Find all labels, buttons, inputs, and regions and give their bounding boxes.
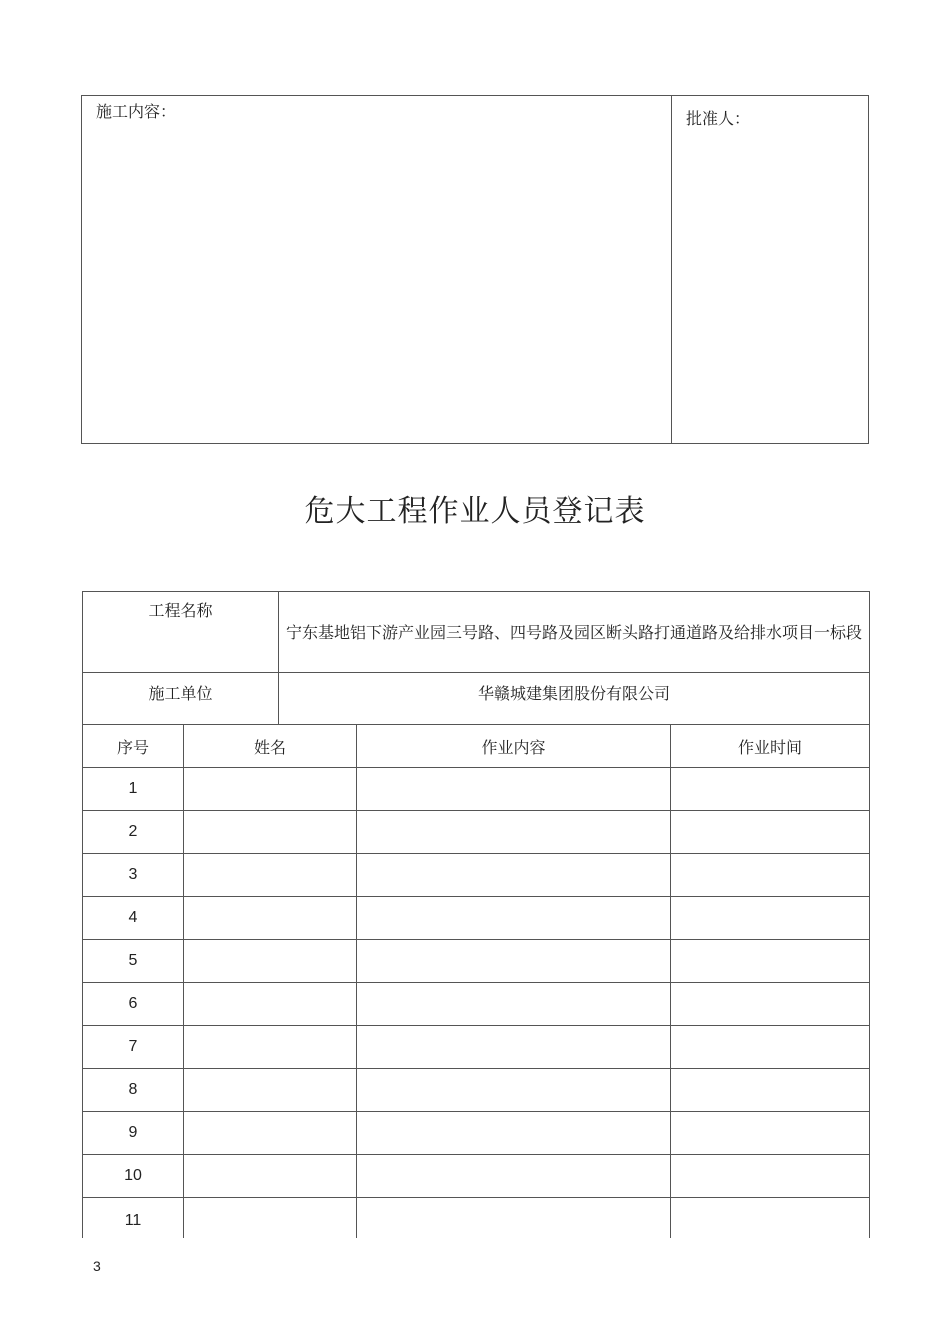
- row-serial: 6: [83, 983, 184, 1026]
- row-serial: 2: [83, 811, 184, 854]
- name-cell[interactable]: [184, 1069, 357, 1112]
- page-bottom-margin: [0, 1238, 950, 1344]
- name-cell[interactable]: [184, 1155, 357, 1198]
- registration-table: [82, 591, 870, 1245]
- table-row: [83, 983, 870, 1026]
- work-time-cell[interactable]: [671, 983, 870, 1026]
- work-content-cell[interactable]: [357, 1069, 671, 1112]
- work-time-cell[interactable]: [671, 1112, 870, 1155]
- project-name-value: 宁东基地铝下游产业园三号路、四号路及园区断头路打通道路及给排水项目一标段: [279, 592, 870, 673]
- name-cell[interactable]: [184, 897, 357, 940]
- approval-box: [81, 95, 869, 444]
- page-number: 3: [93, 1258, 101, 1274]
- header-work-content: 作业内容: [357, 725, 671, 768]
- work-time-cell[interactable]: [671, 768, 870, 811]
- header-serial: 序号: [83, 725, 184, 768]
- name-cell[interactable]: [184, 768, 357, 811]
- table-row: [83, 768, 870, 811]
- row-serial: 5: [83, 940, 184, 983]
- name-cell[interactable]: [184, 854, 357, 897]
- name-cell[interactable]: [184, 940, 357, 983]
- work-time-cell[interactable]: [671, 811, 870, 854]
- work-time-cell[interactable]: [671, 940, 870, 983]
- work-time-cell[interactable]: [671, 854, 870, 897]
- name-cell[interactable]: [184, 811, 357, 854]
- header-name: 姓名: [184, 725, 357, 768]
- work-content-cell[interactable]: [357, 811, 671, 854]
- table-row: [83, 1069, 870, 1112]
- table-row: [83, 940, 870, 983]
- work-content-cell[interactable]: [357, 897, 671, 940]
- project-name-row: [83, 592, 870, 673]
- row-serial: 4: [83, 897, 184, 940]
- work-content-cell[interactable]: [357, 1155, 671, 1198]
- construction-unit-label: 施工单位: [83, 673, 279, 725]
- construction-unit-value: 华赣城建集团股份有限公司: [279, 673, 870, 725]
- row-serial: 10: [83, 1155, 184, 1198]
- work-time-cell[interactable]: [671, 1069, 870, 1112]
- work-time-cell[interactable]: [671, 1026, 870, 1069]
- row-serial: 3: [83, 854, 184, 897]
- row-serial: 8: [83, 1069, 184, 1112]
- work-content-cell[interactable]: [357, 1026, 671, 1069]
- approval-box-divider: [671, 96, 672, 443]
- name-cell[interactable]: [184, 1112, 357, 1155]
- work-time-cell[interactable]: [671, 897, 870, 940]
- project-name-label: 工程名称: [83, 592, 279, 673]
- construction-content-label: 施工内容：: [96, 102, 177, 121]
- table-row: [83, 1112, 870, 1155]
- work-time-cell[interactable]: [671, 1155, 870, 1198]
- row-serial: 1: [83, 768, 184, 811]
- table-row: [83, 1026, 870, 1069]
- work-content-cell[interactable]: [357, 1112, 671, 1155]
- row-serial: 7: [83, 1026, 184, 1069]
- work-content-cell[interactable]: [357, 854, 671, 897]
- work-content-cell[interactable]: [357, 983, 671, 1026]
- table-row: [83, 897, 870, 940]
- table-row: [83, 854, 870, 897]
- work-content-cell[interactable]: [357, 940, 671, 983]
- construction-unit-row: [83, 673, 870, 725]
- row-serial: 11: [83, 1198, 184, 1245]
- header-work-time: 作业时间: [671, 725, 870, 768]
- table-row: [83, 1155, 870, 1198]
- row-serial: 9: [83, 1112, 184, 1155]
- work-content-cell[interactable]: [357, 768, 671, 811]
- table-row: [83, 811, 870, 854]
- name-cell[interactable]: [184, 983, 357, 1026]
- table-header-row: [83, 725, 870, 768]
- name-cell[interactable]: [184, 1026, 357, 1069]
- document-title: 危大工程作业人员登记表: [304, 494, 646, 529]
- approver-label: 批准人：: [686, 109, 751, 128]
